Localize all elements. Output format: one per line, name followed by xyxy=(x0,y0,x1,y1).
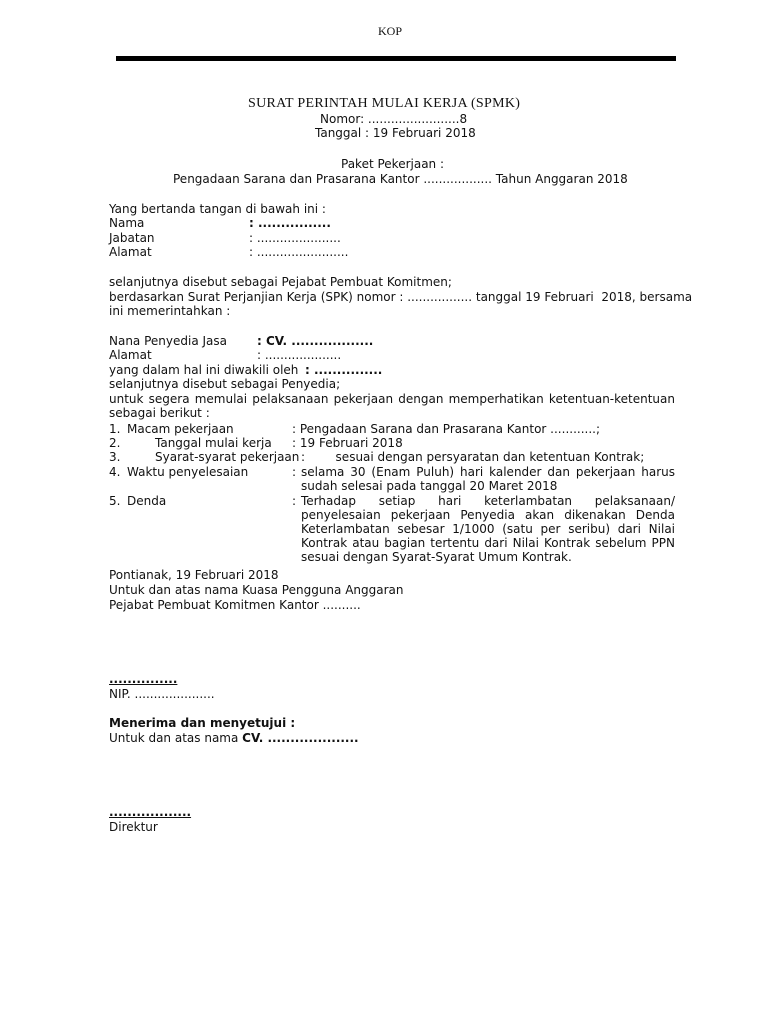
item-label: Denda xyxy=(127,494,167,508)
signer-alamat-value: : ........................ xyxy=(249,245,349,259)
accept-line-cv: CV. .................... xyxy=(242,731,359,745)
body-line-3: ini memerintahkan : xyxy=(109,304,231,318)
provider-name-value: : CV. .................. xyxy=(257,334,374,348)
provider-diwakili-label: yang dalam hal ini diwakili oleh xyxy=(109,363,299,377)
item-num: 5. xyxy=(109,494,121,508)
accept-line-prefix: Untuk dan atas nama xyxy=(109,731,243,745)
item-colon: : xyxy=(292,494,297,508)
closing-place-date: Pontianak, 19 Februari 2018 xyxy=(109,568,279,582)
accept-heading: Menerima dan menyetujui : xyxy=(109,716,296,730)
signer-nama-value: : ................ xyxy=(249,216,331,230)
kop-header: KOP xyxy=(378,24,403,38)
closing-line-3: Pejabat Pembuat Komitmen Kantor .......... xyxy=(109,598,361,612)
item-num: 4. xyxy=(109,465,121,479)
signer-jabatan-label: Jabatan xyxy=(109,231,155,245)
accept-line xyxy=(109,731,359,745)
item-label: Syarat-syarat pekerjaan xyxy=(155,450,300,464)
item-label: Waktu penyelesaian xyxy=(127,465,249,479)
paket-label: Paket Pekerjaan : xyxy=(341,157,445,171)
header-rule xyxy=(116,56,676,61)
signer-alamat-label: Alamat xyxy=(109,245,152,259)
paket-value: Pengadaan Sarana dan Prasarana Kantor .................. Tahun Anggaran 2018 xyxy=(173,172,628,186)
signer-nama-label: Nama xyxy=(109,216,145,230)
item-colon: : xyxy=(292,465,297,479)
accept-role: Direktur xyxy=(109,820,158,834)
item-label: Macam pekerjaan xyxy=(127,422,234,436)
item-num: 3. xyxy=(109,450,121,464)
item-value: : 19 Februari 2018 xyxy=(292,436,403,450)
tanggal-line: Tanggal : 19 Februari 2018 xyxy=(315,126,476,140)
nomor-line: Nomor: ........................8 xyxy=(320,112,468,126)
body-line-1: selanjutnya disebut sebagai Pejabat Pembuat Komitmen; xyxy=(109,275,452,289)
signer-jabatan-value: : ...................... xyxy=(249,231,341,245)
provider-alamat-label: Alamat xyxy=(109,348,152,362)
item-value: Terhadap setiap hari keterlambatan pelaksanaan/ penyelesaian pekerjaan Penyedia akan dikenakan Denda Keterlambatan sebesar 1/1000 (satu per seribu) dari Nilai Kontrak atau bagian tertentu dari Nilai Kontrak sebelum PPN sesuai dengan Syarat-Syarat Umum Kontrak. xyxy=(301,494,675,564)
item-value: selama 30 (Enam Puluh) hari kalender dan pekerjaan harus sudah selesai pada tanggal 20 Maret 2018 xyxy=(301,465,675,493)
item-num: 2. xyxy=(109,436,121,450)
provider-disebut: selanjutnya disebut sebagai Penyedia; xyxy=(109,377,341,391)
provider-alamat-value: : .................... xyxy=(257,348,342,362)
provider-diwakili-value: : ............... xyxy=(305,363,383,377)
item-label: Tanggal mulai kerja xyxy=(155,436,272,450)
signer-intro: Yang bertanda tangan di bawah ini : xyxy=(109,202,326,216)
provider-untuk: untuk segera memulai pelaksanaan pekerjaan dengan memperhatikan ketentuan-ketentuan sebagai berikut : xyxy=(109,392,675,420)
closing-line-2: Untuk dan atas nama Kuasa Pengguna Anggaran xyxy=(109,583,404,597)
closing-sign-name: ............... xyxy=(109,672,178,686)
document-title: SURAT PERINTAH MULAI KERJA (SPMK) xyxy=(248,96,521,111)
item-value: : sesuai dengan persyaratan dan ketentuan Kontrak; xyxy=(301,450,645,464)
closing-nip: NIP. ..................... xyxy=(109,687,215,701)
item-num: 1. xyxy=(109,422,121,436)
item-value: : Pengadaan Sarana dan Prasarana Kantor ............; xyxy=(292,422,600,436)
accept-sign-name: .................. xyxy=(109,805,192,819)
body-line-2: berdasarkan Surat Perjanjian Kerja (SPK) nomor : ................. tanggal 19 Februari 2018, bersama xyxy=(109,290,693,304)
provider-name-label: Nana Penyedia Jasa xyxy=(109,334,228,348)
